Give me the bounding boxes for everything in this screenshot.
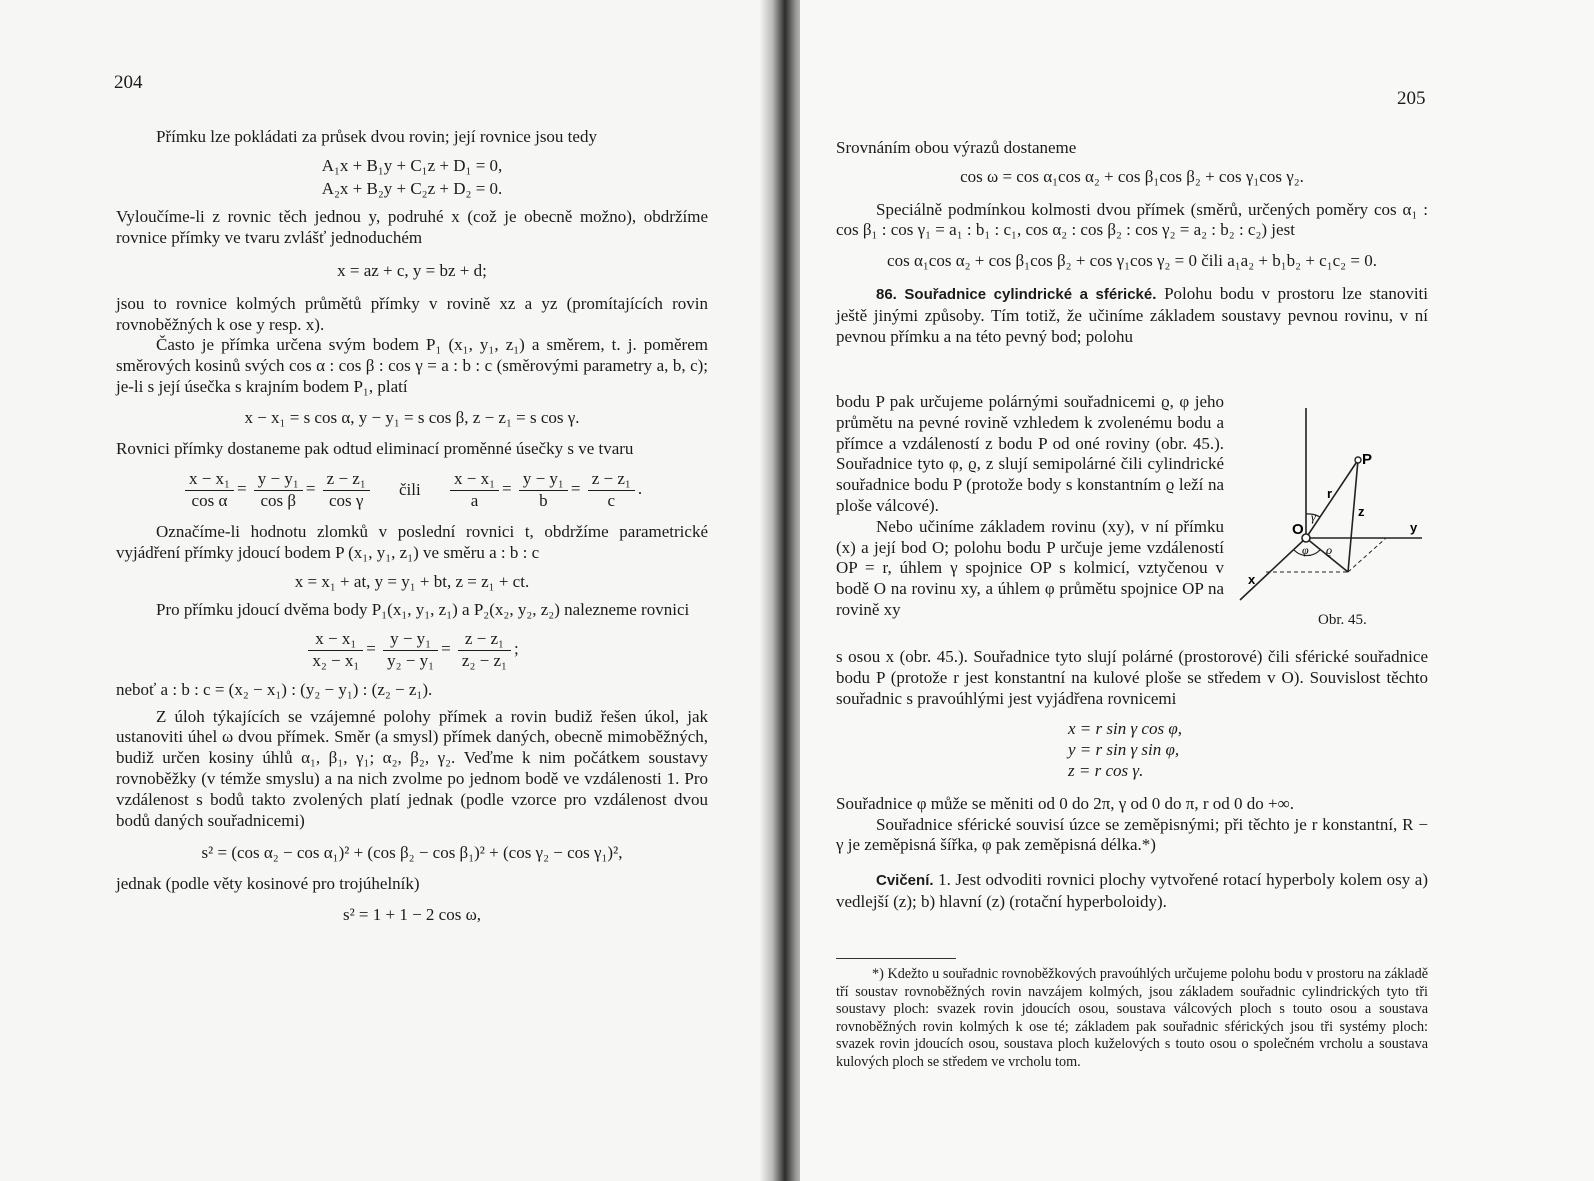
right-page (800, 0, 1594, 1181)
paragraph: Souřadnice φ může se měniti od 0 do 2π, γ od 0 do π, r od 0 do +∞. (836, 793, 1294, 813)
right-page-body-top (836, 138, 1428, 347)
exercise-label: Cvičení. (876, 872, 934, 890)
figure-caption: Obr. 45. (1318, 612, 1367, 628)
label-gamma: γ (1311, 510, 1316, 524)
equation: cos α₁cos α₂ + cos β₁cos β₂ + cos γ₁cos γ₂ = 0 čili a₁a₂ + b₁b₂ + c₁c₂ = 0. (887, 251, 1377, 271)
equation: x = x₁ + at, y = y₁ + bt, z = z₁ + ct. (294, 571, 530, 591)
z-drop-line (1348, 460, 1358, 572)
equation: x = r sin γ cos φ, (1068, 719, 1182, 739)
label-phi: φ (1302, 543, 1309, 557)
equation: s² = (cos α₂ − cos α₁)² + (cos β₂ − cos β₁)² + (cos γ₂ − cos γ₁)², (201, 843, 623, 863)
footnote: *) Kdežto u souřadnic rovnoběžkových pravoúhlých určujeme polohu bodu v prostoru na základě tří soustav rovnoběžných rovin navzájem kolmých, jsou základem souřadnic cylindrických tyto tři soustavy ploch: svazek rovin jdoucích osou, soustava válcových ploch s touto osou a soustava rovnoběžných rovin kolmých k ose té; základem pak souřadnic sférických jsou tři systémy ploch: svazek rovin jdoucích osou, soustava ploch kuželových s touto osou o společném vrcholu a soustava kulových ploch se středem ve vrcholu tom. (836, 966, 1428, 1070)
label-r: r (1327, 486, 1333, 501)
equation-fractions: $\frac{\text{x − x₁}}{\text{cos α}}$ = $\frac{\text{y − y₁}}{\text{cos β}}$ = $\frac{\text{z − z₁}}{\text{cos γ}}$ čili $\frac{\text{x − x₁}}{a}$ = $\frac{\text{y − y₁}}{b}$ = $\frac{\text{z − z₁}}{c}$ . (116, 469, 708, 512)
page-number-right: 205 (1397, 88, 1426, 109)
page-number-left: 204 (114, 72, 143, 93)
paragraph: jsou to rovnice kolmých průmětů přímky v rovině xz a yz (promítajících rovin rovnoběžných k ose y resp. x). (116, 293, 708, 334)
left-page (0, 0, 772, 1181)
equation: A₂x + B₂y + C₂z + D₂ = 0. (321, 178, 503, 198)
paragraph: Nebo učiníme základem rovinu (xy), v ní přímku (x) a její bod O; polohu bodu P určuje jeme vzdáleností OP = r, úhlem γ spojnice OP s kolmicí, vztyčenou v bodě O na rovinu xy, a úhlem φ průmětu spojnice OP na rovině xy (836, 516, 1224, 619)
equation: cos ω = cos α₁cos α₂ + cos β₁cos β₂ + cos γ₁cos γ₂. (960, 166, 1304, 186)
label-o: O (1292, 521, 1304, 538)
paragraph: Z úloh týkajících se vzájemné polohy přímek a rovin budiž řešen úkol, jak ustanoviti úhel ω dvou přímek. Směr (a smysl) přímek daných, obecně mimoběžných, budiž určen kosiny úhlů α₁, β₁, γ₁; α₂, β₂, γ₂. Veďme k nim počátkem soustavy rovnoběžky (v témže smyslu) a na nich zvolme po jednom bodě ve vzdálenosti 1. Pro vzdálenost s bodů takto zvolených platí jednak (podle vzorce pro vzdálenost dvou bodů daných souřadnicemi) (116, 706, 708, 830)
paragraph: bodu P pak určujeme polárnými souřadnicemi ϱ, φ jeho průmětu na pevné rovině vzhledem k zvolenému bodu a přímce a vzdáleností z bodu P od oné roviny (obr. 45.). Souřadnice tyto φ, ϱ, z slují semipolárné čili cylindrické souřadnice bodu P (protože body s konstantním ϱ leží na ploše válcové). (836, 392, 1224, 515)
figure-45-diagram (1236, 404, 1432, 614)
point-p (1355, 457, 1361, 463)
label-x: x (1248, 572, 1256, 587)
x-axis-line (1240, 538, 1306, 600)
paragraph: Pro přímku jdoucí dvěma body P₁(x₁, y₁, z₁) a P₂(x₂, y₂, z₂) nalezneme rovnici (156, 600, 690, 620)
paragraph: Speciálně podmínkou kolmosti dvou přímek (směrů, určených poměry cos α₁ : cos β₁ : cos γ₁ = a₁ : b₁ : c₁, cos α₂ : cos β₂ : cos γ₂ = a₂ : b₂ : c₂) jest (836, 199, 1428, 240)
paragraph: s osou x (obr. 45.). Souřadnice tyto slují polárné (prostorové) čili sférické souřadnice bodu P (protože r jest konstantní na kulové ploše se středem v O). Souvislost těchto souřadnic s pravoúhlými jest vyjádřena rovnicemi (836, 647, 1428, 708)
paragraph: Často je přímka určena svým bodem P₁ (x₁, y₁, z₁) a směrem, t. j. poměrem směrových kosinů svých cos α : cos β : cos γ = a : b : c (směrovými parametry a, b, c); je-li s její úsečka s krajním bodem P₁, platí (116, 335, 708, 396)
paragraph: neboť a : b : c = (x₂ − x₁) : (y₂ − y₁) : (z₂ − z₁). (116, 679, 433, 699)
paragraph: jednak (podle věty kosinové pro trojúhelník) (116, 874, 420, 894)
paragraph: Přímku lze pokládati za průsek dvou rovin; její rovnice jsou tedy (156, 127, 597, 146)
equation-fractions: $\frac{\text{x − x₁}}{\text{x₂ − x₁}}$ = $\frac{\text{y − y₁}}{\text{y₂ − y₁}}$ = $\frac{\text{z − z₁}}{\text{z₂ − z₁}}$ ; (116, 629, 708, 672)
equation: s² = 1 + 1 − 2 cos ω, (342, 904, 482, 924)
paragraph: Souřadnice sférické souvisí úzce se zeměpisnými; při těchto je r konstantní, R − γ je zeměpisná šířka, φ pak zeměpisná délka.*) (836, 814, 1428, 855)
label-p: P (1362, 451, 1373, 468)
section-heading: 86. Souřadnice cylindrické a sférické. (876, 285, 1157, 303)
paragraph: Srovnáním obou výrazů dostaneme (836, 138, 1077, 157)
paragraph: Rovnici přímky dostaneme pak odtud eliminací proměnné úsečky s ve tvaru (116, 438, 634, 458)
equation: A₁x + B₁y + C₁z + D₁ = 0, (321, 155, 503, 175)
equation: y = r sin γ sin φ, (1068, 740, 1180, 760)
dashed-line (1348, 538, 1386, 572)
paragraph: Cvičení. 1. Jest odvoditi rovnici plochy vytvořené rotací hyperboly kolem osy a) vedlejší (z); b) hlavní (z) (rotační hyperboloidy). (836, 870, 1429, 911)
label-z: z (1358, 504, 1365, 519)
footnote-rule (836, 958, 956, 959)
paragraph: Vyloučíme-li z rovnic těch jednou y, podruhé x (což je obecně možno), obdržíme rovnice přímky ve tvaru zvlášť jednoduchém (116, 207, 708, 248)
paragraph: 86. Souřadnice cylindrické a sférické. Polohu bodu v prostoru lze stanoviti ještě jinými způsoby. Tím totiž, že učiníme základem soustavy pevnou rovinu, v ní pevnou přímku a na této pevný bod; polohu (836, 283, 1429, 346)
equation: x − x₁ = s cos α, y − y₁ = s cos β, z − z₁ = s cos γ. (244, 407, 580, 427)
equation-block (1068, 719, 1428, 781)
left-page-body (116, 127, 708, 926)
equation: z = r cos γ. (1068, 760, 1144, 780)
label-y: y (1410, 520, 1418, 535)
equation: x = az + c, y = bz + d; (337, 260, 487, 280)
right-page-body-bottom (836, 647, 1428, 913)
paragraph: Označíme-li hodnotu zlomků v poslední rovnici t, obdržíme parametrické vyjádření přímky jdoucí bodem P (x₁, y₁, z₁) ve směru a : b : c (116, 521, 708, 562)
label-rho: ϱ (1326, 543, 1333, 557)
right-page-body-beside-figure (836, 392, 1224, 621)
